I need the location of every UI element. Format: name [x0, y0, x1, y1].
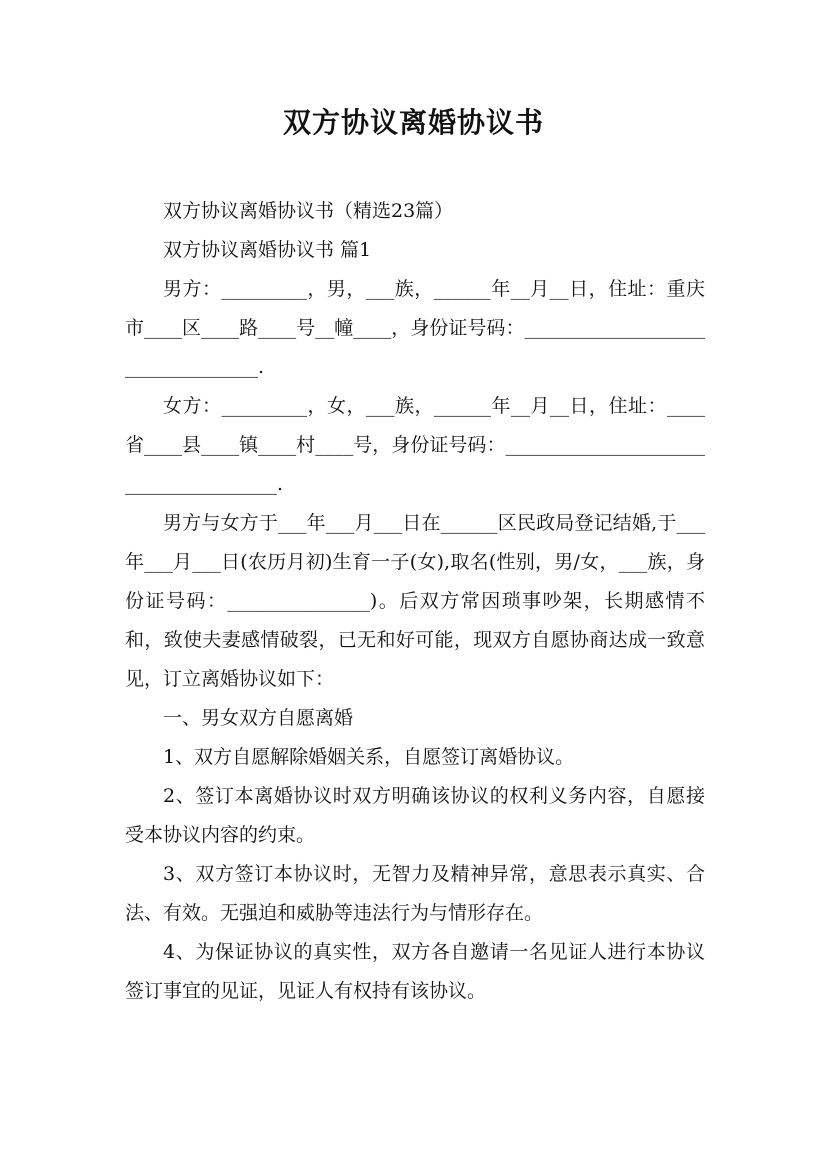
clause-item: 2、签订本离婚协议时双方明确该协议的权利义务内容，自愿接受本协议内容的约束。 — [125, 785, 705, 846]
document-title: 双方协议离婚协议书 — [282, 106, 544, 139]
document-body — [125, 192, 705, 1011]
female-party-paragraph: 女方：_________，女，___族，______年__月__日，住址：____省____县____镇____村____号，身份证号码：_____________________________________. — [125, 395, 705, 495]
clause-item: 1、双方自愿解除婚姻关系，自愿签订离婚协议。 — [163, 746, 575, 768]
clause-item: 4、为保证协议的真实性，双方各自邀请一名见证人进行本协议签订事宜的见证，见证人有权持有该协议。 — [125, 941, 705, 1002]
section-heading: 双方协议离婚协议书 篇1 — [163, 239, 372, 261]
clause-heading: 一、男女双方自愿离婚 — [163, 707, 354, 729]
marriage-background-paragraph: 男方与女方于___年___月___日在______区民政局登记结婚,于___年___月___日(农历月初)生育一子(女),取名(性别，男/女，___族，身份证号码：_______________)。后双方常因琐事吵架，长期感情不和，致使夫妻感情破裂，已无和好可能，现双方自愿协商达成一致意见，订立离婚协议如下： — [125, 512, 705, 690]
clause-item: 3、双方签订本协议时，无智力及精神异常，意思表示真实、合法、有效。无强迫和威胁等违法行为与情形存在。 — [125, 863, 705, 924]
subtitle-paragraph: 双方协议离婚协议书（精选23篇） — [163, 200, 454, 222]
male-party-paragraph: 男方：_________，男，___族，______年__月__日，住址：重庆市____区____路____号__幢____，身份证号码：_________________________________. — [125, 278, 705, 378]
